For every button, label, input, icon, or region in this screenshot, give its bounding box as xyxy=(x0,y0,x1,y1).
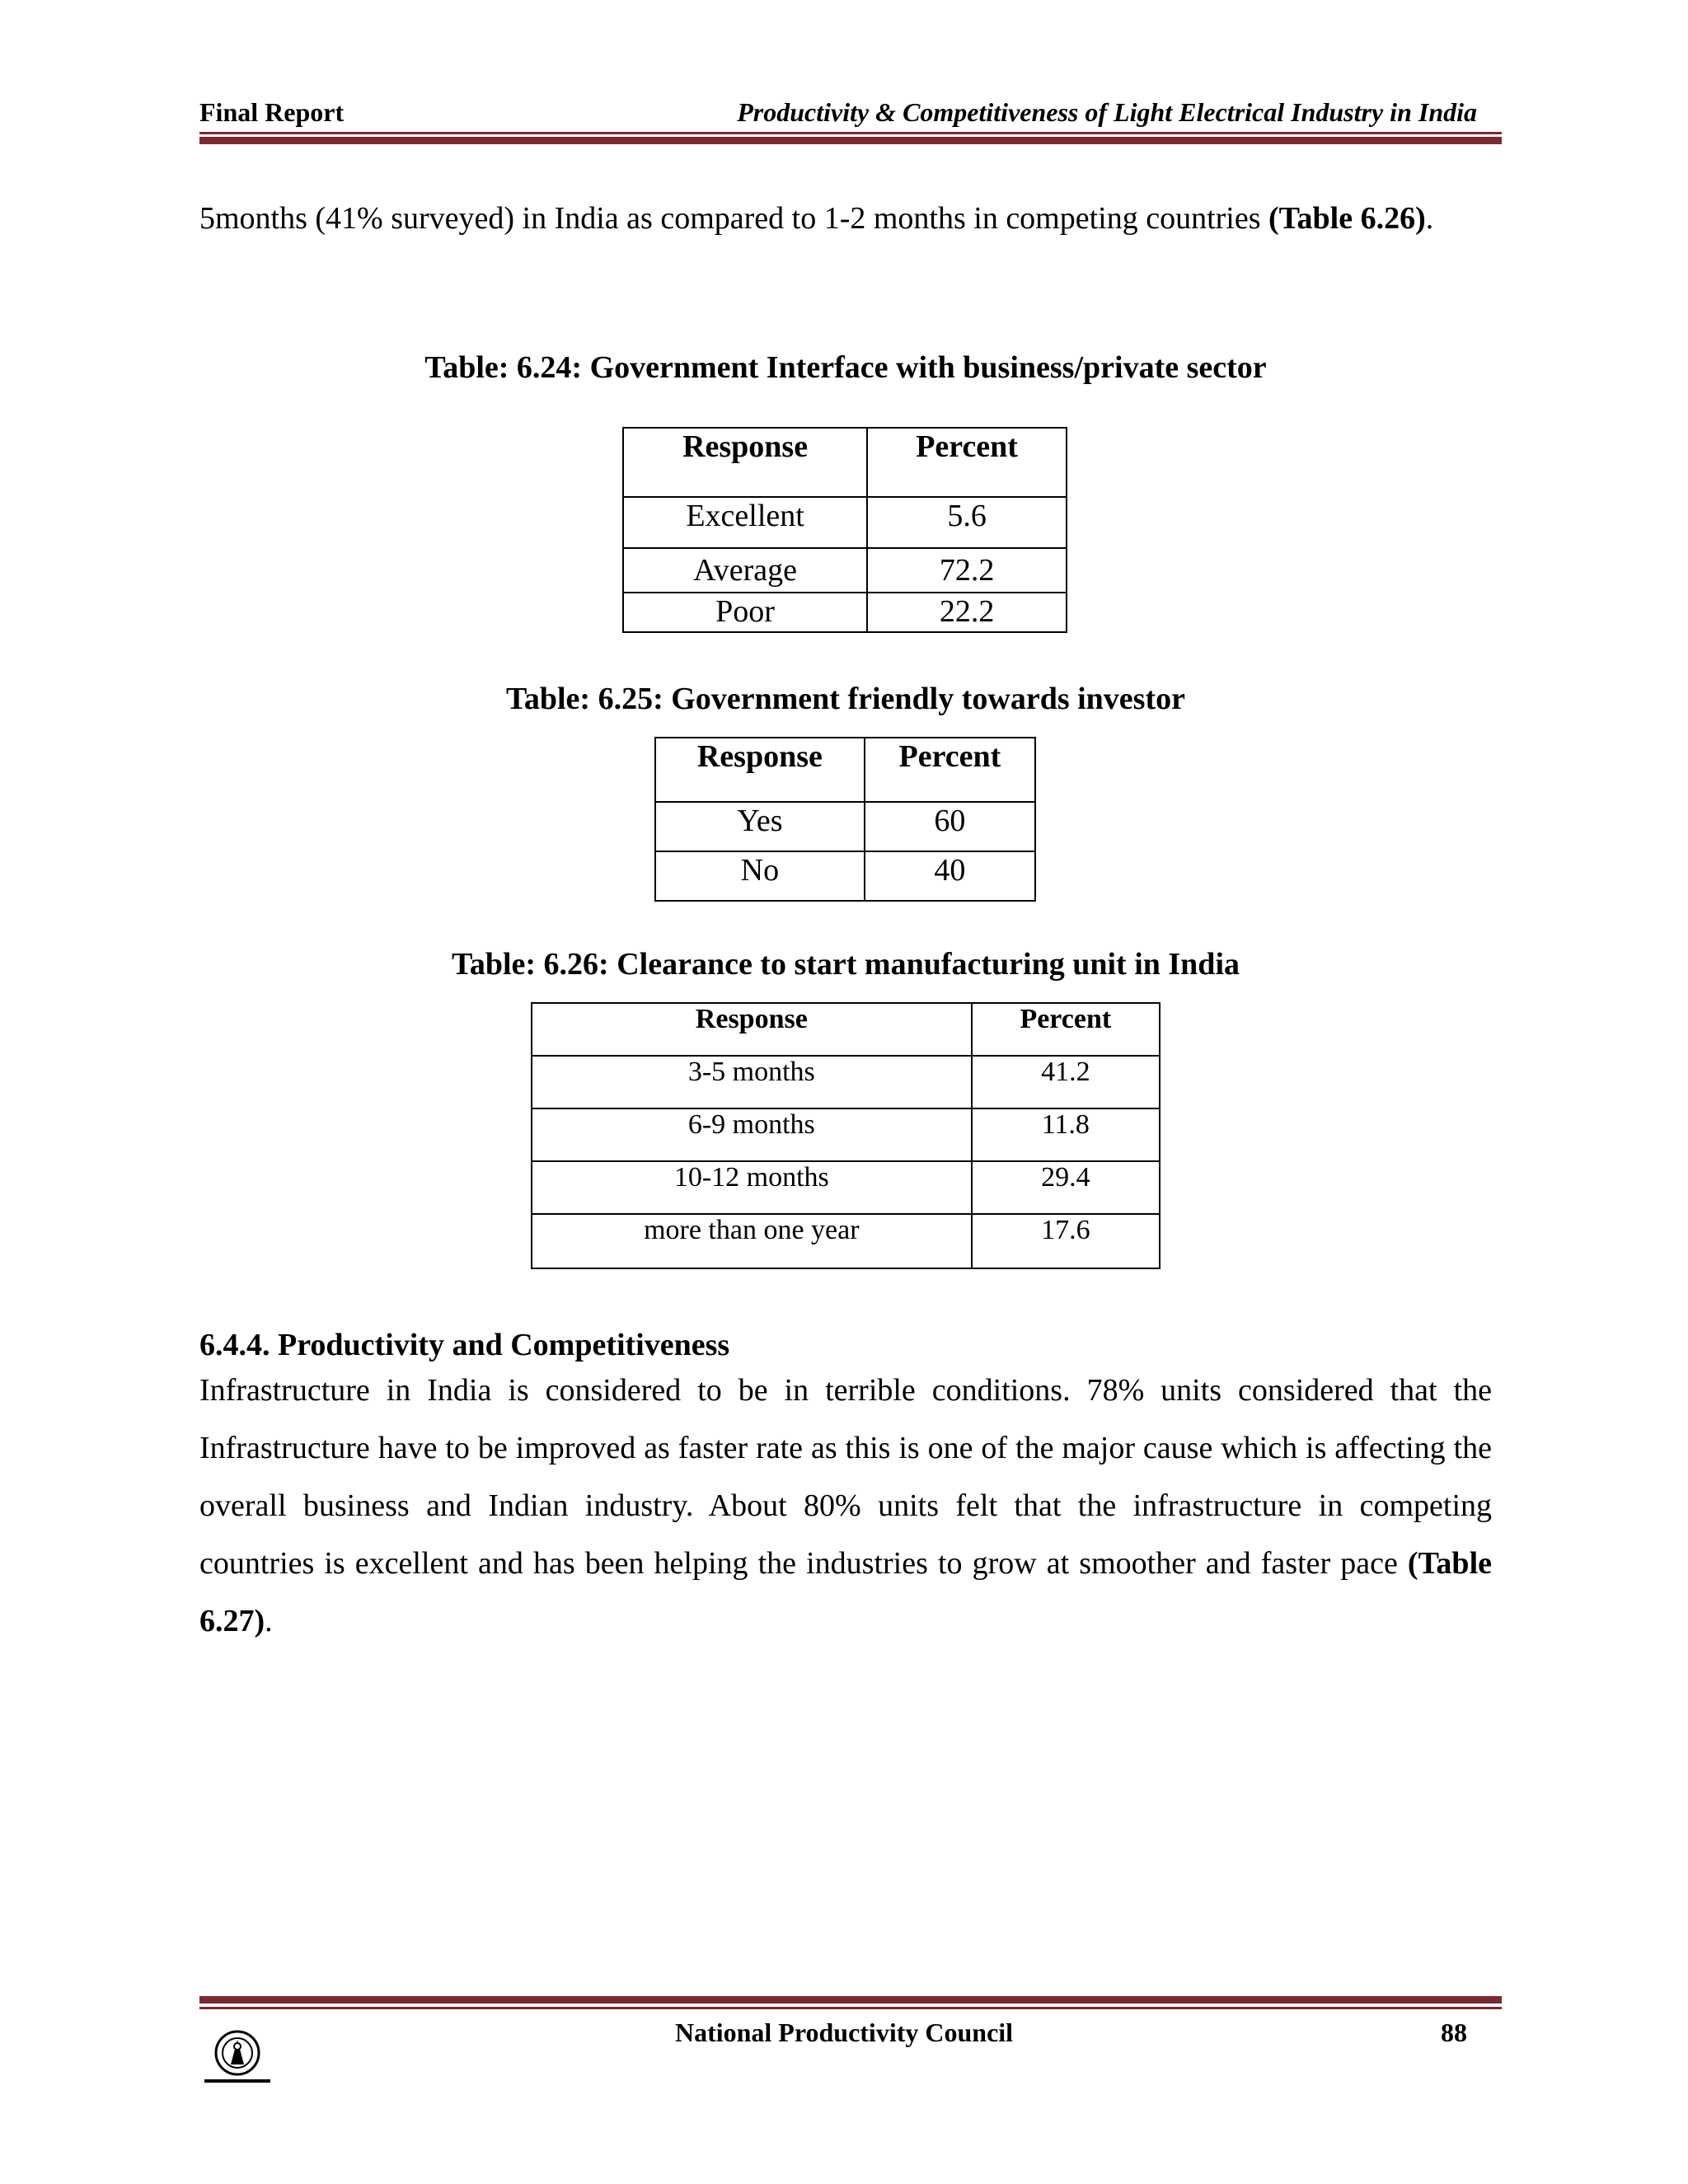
table-cell: 29.4 xyxy=(972,1161,1160,1214)
table-cell: Yes xyxy=(655,802,865,851)
table-cell: Excellent xyxy=(623,497,867,548)
table-header: Response xyxy=(623,428,867,497)
table-6-26 xyxy=(531,1002,1160,1269)
table-row xyxy=(532,1161,1160,1214)
page-header xyxy=(199,97,1502,130)
table-cell: 3-5 months xyxy=(532,1056,972,1108)
table-header: Percent xyxy=(865,738,1035,802)
table-header: Percent xyxy=(867,428,1067,497)
table-cell: more than one year xyxy=(532,1214,972,1268)
table-row xyxy=(623,593,1067,632)
page-number: 88 xyxy=(1441,2018,1467,2047)
table-caption-6-25: Table: 6.25: Government friendly towards investor xyxy=(506,682,1185,716)
table-row xyxy=(532,1214,1160,1268)
footer-organization: National Productivity Council xyxy=(674,2018,1014,2047)
table-cell: 17.6 xyxy=(972,1214,1160,1268)
table-cell: Poor xyxy=(623,593,867,632)
intro-table-ref: (Table 6.26) xyxy=(1268,201,1426,236)
table-header: Response xyxy=(655,738,865,802)
table-header: Response xyxy=(532,1003,972,1056)
footer-rule-thick xyxy=(199,1996,1502,2004)
section-title: 6.4.4. Productivity and Competitiveness xyxy=(199,1328,730,1362)
header-left: Final Report xyxy=(199,97,345,127)
section-text: Infrastructure in India is considered to be in terrible conditions. 78% units considered that the Infrastructure have to be improved as faster rate as this is one of the major cause which is affecting the overall business and Indian industry. About 80% units felt that the infrastructure in competing countries is excellent and has been helping the industries to grow at smoother and faster pace xyxy=(199,1373,1492,1581)
table-cell: 60 xyxy=(865,802,1035,851)
table-row xyxy=(623,497,1067,548)
header-right: Productivity & Competitiveness of Light Electrical Industry in India xyxy=(737,97,1477,127)
table-caption-6-24: Table: 6.24: Government Interface with business/private sector xyxy=(424,350,1267,385)
intro-paragraph xyxy=(199,190,1492,247)
table-row xyxy=(655,802,1035,851)
table-6-24 xyxy=(622,427,1067,633)
table-cell: Average xyxy=(623,548,867,593)
table-row xyxy=(532,1056,1160,1108)
table-cell: 6-9 months xyxy=(532,1108,972,1161)
intro-end: . xyxy=(1425,201,1434,236)
header-rule-thin xyxy=(199,132,1502,134)
table-cell: 10-12 months xyxy=(532,1161,972,1214)
footer-rule-thin xyxy=(199,2007,1502,2009)
table-caption-6-26: Table: 6.26: Clearance to start manufacturing unit in India xyxy=(451,947,1240,982)
header-rule-thick xyxy=(199,137,1502,144)
table-cell: 41.2 xyxy=(972,1056,1160,1108)
table-cell: No xyxy=(655,851,865,901)
table-6-25 xyxy=(654,737,1036,902)
section-end: . xyxy=(265,1604,273,1638)
table-cell: 22.2 xyxy=(867,593,1067,632)
section-paragraph xyxy=(199,1361,1492,1650)
table-row xyxy=(655,851,1035,901)
table-row xyxy=(532,1108,1160,1161)
table-cell: 5.6 xyxy=(867,497,1067,548)
table-row xyxy=(623,548,1067,593)
section-table-ref: (Table 6.27) xyxy=(199,1546,1492,1638)
table-cell: 40 xyxy=(865,851,1035,901)
table-header: Percent xyxy=(972,1003,1160,1056)
intro-text: 5months (41% surveyed) in India as compared to 1-2 months in competing countries xyxy=(199,201,1269,236)
table-cell: 72.2 xyxy=(867,548,1067,593)
table-cell: 11.8 xyxy=(972,1108,1160,1161)
